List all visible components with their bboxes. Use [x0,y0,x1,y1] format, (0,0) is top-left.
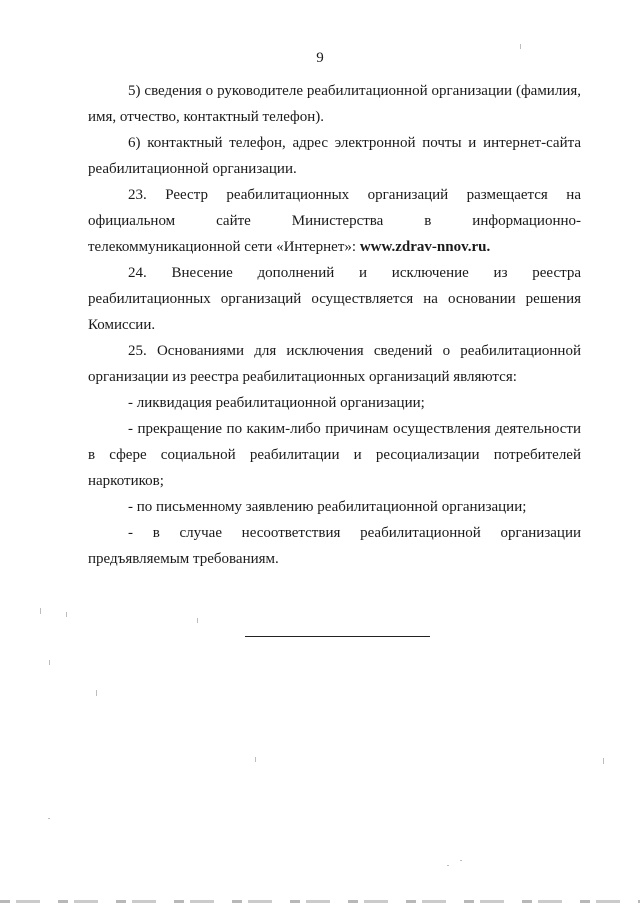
scan-artifact [96,690,97,696]
paragraph-23 [88,182,581,260]
scan-artifact [520,44,521,49]
paragraph-25: 25. Основаниями для исключения сведений о реабилитационной организации из реестра реабилитационных организаций являются: [88,343,581,385]
scan-artifact [460,860,462,861]
scan-artifact [197,618,198,623]
scan-artifact [603,758,604,764]
paragraph-23-text: 23. Реестр реабилитационных организаций размещается на официальном сайте Министерства в информационно-телекоммуникационной сети «Интернет»: [88,187,581,255]
scan-artifact [40,608,41,614]
paragraph-item-5: 5) сведения о руководителе реабилитационной организации (фамилия, имя, отчество, контактный телефон). [88,83,581,125]
scan-artifact [49,660,50,665]
page-number: 9 [316,50,324,66]
paragraph-24: 24. Внесение дополнений и исключение из реестра реабилитационных организаций осуществляется на основании решения Комиссии. [88,265,581,333]
scan-artifact [48,818,50,819]
list-item-written-request: - по письменному заявлению реабилитационной организации; [128,499,527,515]
scan-artifact [447,865,449,866]
scan-bottom-edge [0,900,640,903]
list-item-termination: - прекращение по каким-либо причинам осуществления деятельности в сфере социальной реабилитации и ресоциализации потребителей наркотиков; [88,421,581,489]
scan-artifact [255,757,256,762]
scan-artifact [66,612,67,617]
ministry-website-link[interactable]: www.zdrav-nnov.ru. [359,239,491,255]
paragraph-item-6: 6) контактный телефон, адрес электронной почты и интернет-сайта реабилитационной организации. [88,135,581,177]
list-item-liquidation: - ликвидация реабилитационной организации; [128,395,425,411]
list-item-noncompliance: - в случае несоответствия реабилитационной организации предъявляемым требованиям. [88,525,581,567]
end-of-text-rule [245,636,430,637]
